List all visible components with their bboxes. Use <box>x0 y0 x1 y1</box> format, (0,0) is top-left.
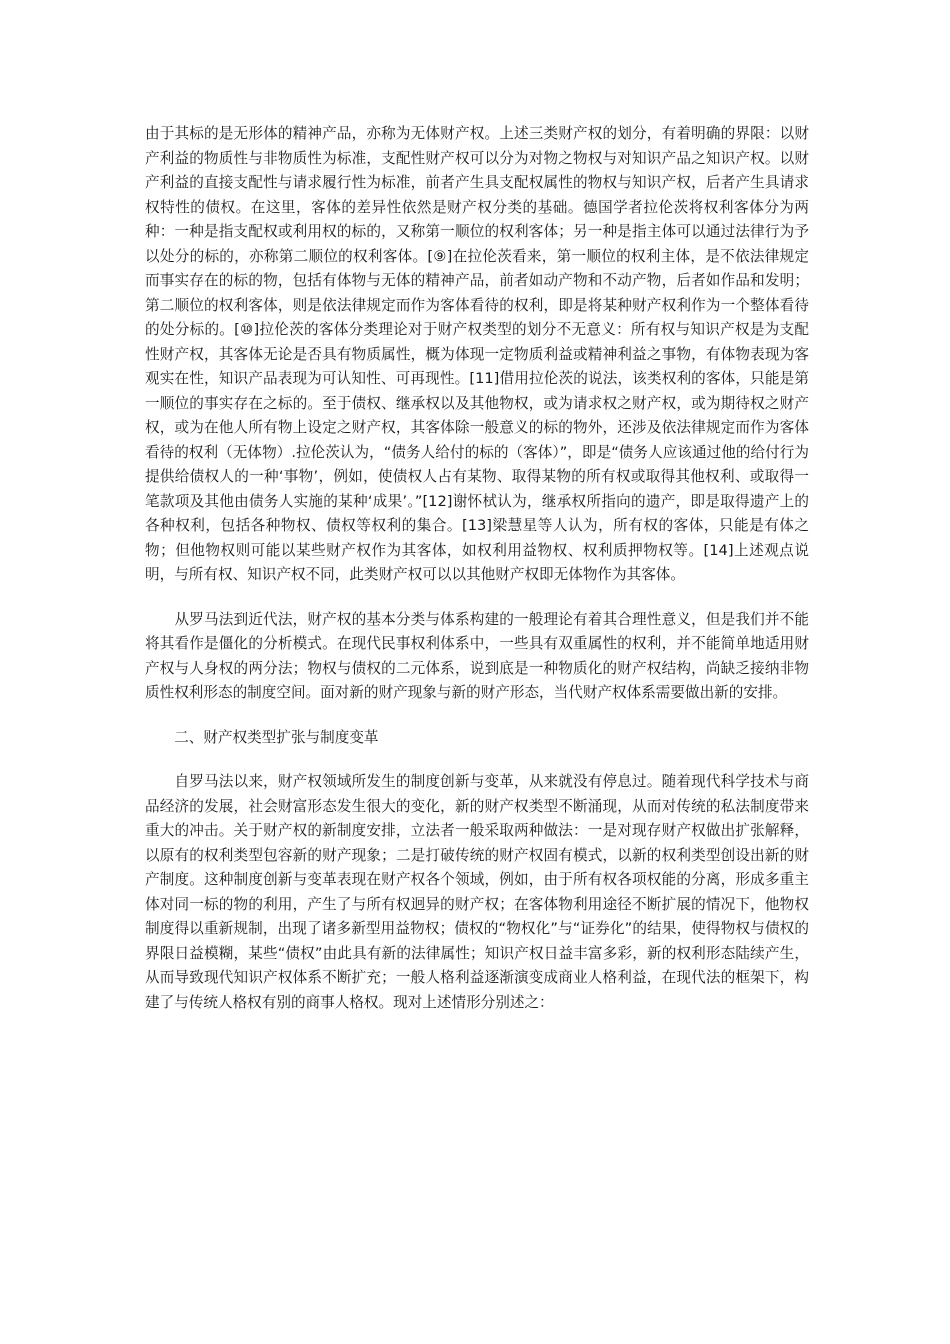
paragraph-institutional-innovation: 自罗马法以来，财产权领域所发生的制度创新与变革，从来就没有停息过。随着现代科学技术与商品经济的发展，社会财富形态发生很大的变化，新的财产权类型不断涌现，从而对传统的私法制度带来重大的冲击。关于财产权的新制度安排，立法者一般采取两种做法：一是对现存财产权做出扩张解释，以原有的权利类型包容新的财产现象；二是打破传统的财产权固有模式，以新的权利类型创设出新的财产制度。这种制度创新与变革表现在财产权各个领域，例如，由于所有权各项权能的分离，形成多重主体对同一标的物的利用，产生了与所有权迥异的财产权；在客体物利用途径不断扩展的情况下，他物权制度得以重新规制，出现了诸多新型用益物权；债权的“物权化”与“证券化”的结果，使得物权与债权的界限日益模糊，某些“债权”由此具有新的法律属性；知识产权日益丰富多彩，新的权利形态陆续产生，从而导致现代知识产权体系不断扩充；一般人格利益逐渐演变成商业人格利益，在现代法的框架下，构建了与传统人格权有别的商事人格权。现对上述情形分别述之： <box>145 773 809 1011</box>
document-page <box>145 122 809 1015</box>
paragraph-roman-to-modern-law: 从罗马法到近代法，财产权的基本分类与体系构建的一般理论有着其合理性意义，但是我们并不能将其看作是僵化的分析模式。在现代民事权利体系中，一些具有双重属性的权利，并不能简单地适用财产权与人身权的两分法；物权与债权的二元体系，说到底是一种物质化的财产权结构，尚缺乏接纳非物质性权利形态的制度空间。面对新的财产现象与新的财产形态，当代财产权体系需要做出新的安排。 <box>145 610 809 701</box>
paragraph-property-classification: 由于其标的是无形体的精神产品，亦称为无体财产权。上述三类财产权的划分，有着明确的界限：以财产利益的物质性与非物质性为标准，支配性财产权可以分为对物之物权与对知识产品之知识产权。以财产利益的直接支配性与请求履行性为标准，前者产生具支配权属性的物权与知识产权，后者产生具请求权特性的债权。在这里，客体的差异性依然是财产权分类的基础。德国学者拉伦茨将权利客体分为两种：一种是指支配权或利用权的标的，又称第一顺位的权利客体；另一种是指主体可以通过法律行为予以处分的标的，亦称第二顺位的权利客体。[⑨]在拉伦茨看来，第一顺位的权利主体，是不依法律规定而事实存在的标的物，包括有体物与无体的精神产品，前者如动产物和不动产物，后者如作品和发明；第二顺位的权利客体，则是依法律规定而作为客体看待的权利，即是将某种财产权利作为一个整体看待的处分标的。[⑩]拉伦茨的客体分类理论对于财产权类型的划分不无意义：所有权与知识产权是为支配性财产权，其客体无论是否具有物质属性，概为体现一定物质利益或精神利益之事物，有体物表现为客观实在性，知识产品表现为可认知性、可再现性。[11]借用拉伦茨的说法，该类权利的客体，只能是第一顺位的事实存在之标的。至于债权、继承权以及其他物权，或为请求权之财产权，或为期待权之财产权，或为在他人所有物上设定之财产权，其客体除一般意义的标的物外，还涉及依法律规定而作为客体看待的权利（无体物）.拉伦茨认为，“债务人给付的标的（客体）”，即是“债务人应该通过他的给付行为提供给债权人的一种‘事物’，例如，使债权人占有某物、取得某物的所有权或取得其他权利、或取得一笔款项及其他由债务人实施的某种‘成果’。”[12]谢怀栻认为，继承权所指向的遗产，即是取得遗产上的各种权利，包括各种物权、债权等权利的集合。[13]梁慧星等人认为，所有权的客体，只能是有体之物；但他物权则可能以某些财产权作为其客体，如权利用益物权、权利质押物权等。[14]上述观点说明，与所有权、知识产权不同，此类财产权可以以其他财产权即无体物作为其客体。 <box>145 125 809 583</box>
section-heading: 二、财产权类型扩张与制度变革 <box>145 728 379 746</box>
